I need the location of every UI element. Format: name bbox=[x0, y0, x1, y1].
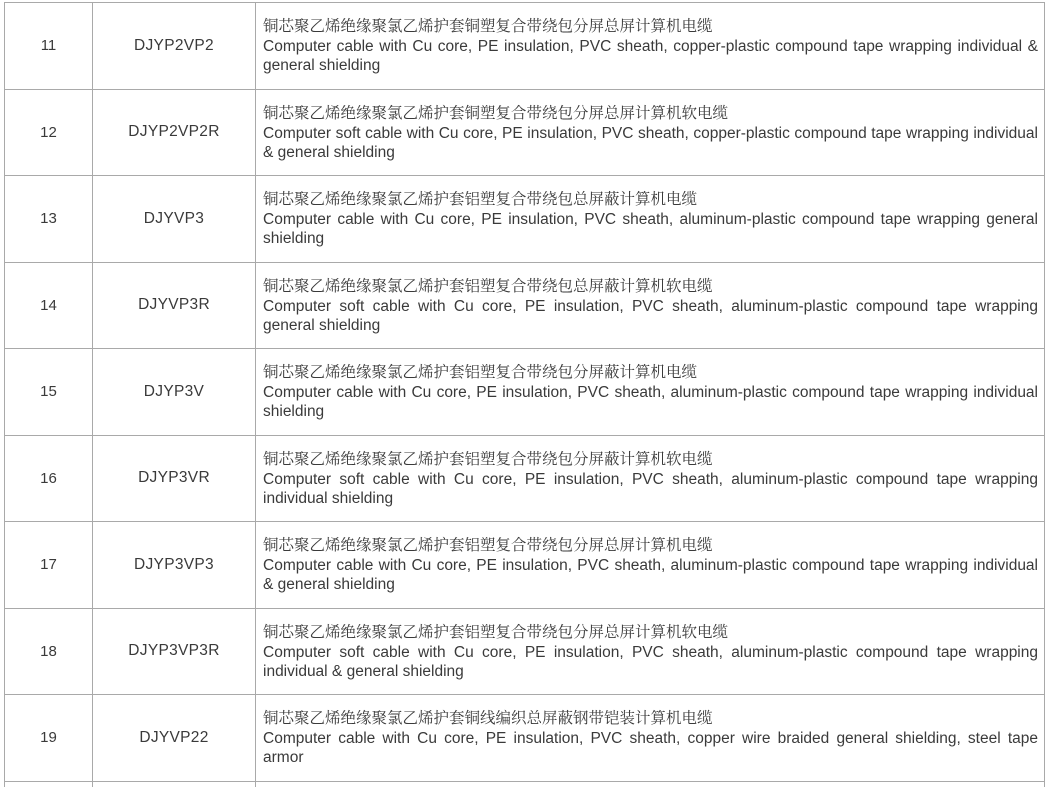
description-english: Computer soft cable with Cu core, PE insulation, PVC sheath, aluminum-plastic compound tape wrapping individual shielding bbox=[263, 470, 1038, 507]
row-number-cell: 17 bbox=[5, 522, 93, 609]
description-chinese: 铜芯聚乙烯绝缘聚氯乙烯护套铝塑复合带绕包分屏蔽计算机电缆 bbox=[263, 364, 698, 382]
table-row bbox=[5, 695, 1045, 782]
model-code-cell: DJYP3VP3 bbox=[93, 522, 256, 609]
description-english: Computer cable with Cu core, PE insulation, PVC sheath, aluminum-plastic compound tape wrapping individual shielding bbox=[263, 384, 1038, 421]
table-row bbox=[5, 435, 1045, 522]
model-code-cell: DJYVP3 bbox=[93, 176, 256, 263]
description-english: Computer cable with Cu core, PE insulation, PVC sheath, aluminum-plastic compound tape wrapping individual & general shielding bbox=[263, 557, 1038, 594]
description-english: Computer soft cable with Cu core, PE insulation, PVC sheath, aluminum-plastic compound tape wrapping general shielding bbox=[263, 297, 1038, 334]
description-cell bbox=[256, 608, 1045, 695]
row-number-cell bbox=[5, 781, 93, 787]
table-row bbox=[5, 262, 1045, 349]
row-number-cell: 18 bbox=[5, 608, 93, 695]
table-row bbox=[5, 3, 1045, 90]
table-row bbox=[5, 349, 1045, 436]
row-number-cell: 14 bbox=[5, 262, 93, 349]
row-number-cell: 12 bbox=[5, 89, 93, 176]
description-cell bbox=[256, 349, 1045, 436]
description-chinese: 铜芯聚乙烯绝缘聚氯乙烯护套铜线编织总屏蔽钢带铠装计算机电缆 bbox=[263, 710, 713, 728]
description-cell bbox=[256, 3, 1045, 90]
model-code-cell: DJYP2VP2R bbox=[93, 89, 256, 176]
table-row bbox=[5, 176, 1045, 263]
row-number-cell: 16 bbox=[5, 435, 93, 522]
description-chinese: 铜芯聚乙烯绝缘聚氯乙烯护套铜塑复合带绕包分屏总屏计算机电缆 bbox=[263, 18, 713, 36]
description-english: Computer soft cable with Cu core, PE insulation, PVC sheath, copper-plastic compound tape wrapping individual & general shielding bbox=[263, 124, 1038, 161]
model-code-cell: DJYP3VR bbox=[93, 435, 256, 522]
description-chinese: 铜芯聚乙烯绝缘聚氯乙烯护套铝塑复合带绕包分屏总屏计算机电缆 bbox=[263, 537, 713, 555]
description-cell bbox=[256, 262, 1045, 349]
description-chinese: 铜芯聚乙烯绝缘聚氯乙烯护套铝塑复合带绕包总屏蔽计算机电缆 bbox=[263, 191, 698, 209]
description-cell bbox=[256, 89, 1045, 176]
description-chinese: 铜芯聚乙烯绝缘聚氯乙烯护套铝塑复合带绕包分屏总屏计算机软电缆 bbox=[263, 623, 729, 641]
description-cell bbox=[256, 176, 1045, 263]
description-english: Computer soft cable with Cu core, PE insulation, PVC sheath, aluminum-plastic compound tape wrapping individual & general shielding bbox=[263, 643, 1038, 680]
description-chinese: 铜芯聚乙烯绝缘聚氯乙烯护套铝塑复合带绕包分屏蔽计算机软电缆 bbox=[263, 450, 713, 468]
row-number-cell: 11 bbox=[5, 3, 93, 90]
description-cell bbox=[256, 522, 1045, 609]
description-english: Computer cable with Cu core, PE insulation, PVC sheath, copper-plastic compound tape wrapping individual & general shielding bbox=[263, 38, 1038, 75]
model-code-cell: DJYP3V bbox=[93, 349, 256, 436]
model-code-cell: DJYP3VP3R bbox=[93, 608, 256, 695]
cable-models-table bbox=[4, 2, 1045, 787]
table-row bbox=[5, 89, 1045, 176]
description-chinese: 铜芯聚乙烯绝缘聚氯乙烯护套铜塑复合带绕包分屏总屏计算机软电缆 bbox=[263, 104, 729, 122]
model-code-cell: DJYP2VP2 bbox=[93, 3, 256, 90]
model-code-cell bbox=[93, 781, 256, 787]
row-number-cell: 19 bbox=[5, 695, 93, 782]
model-code-cell: DJYVP22 bbox=[93, 695, 256, 782]
description-cell bbox=[256, 695, 1045, 782]
description-cell bbox=[256, 435, 1045, 522]
row-number-cell: 15 bbox=[5, 349, 93, 436]
table-row bbox=[5, 608, 1045, 695]
description-cell bbox=[256, 781, 1045, 787]
table-row bbox=[5, 522, 1045, 609]
model-code-cell: DJYVP3R bbox=[93, 262, 256, 349]
description-english: Computer cable with Cu core, PE insulation, PVC sheath, copper wire braided general shielding, steel tape armor bbox=[263, 730, 1038, 767]
description-chinese: 铜芯聚乙烯绝缘聚氯乙烯护套铝塑复合带绕包总屏蔽计算机软电缆 bbox=[263, 277, 713, 295]
row-number-cell: 13 bbox=[5, 176, 93, 263]
table-row-partial bbox=[5, 781, 1045, 787]
description-english: Computer cable with Cu core, PE insulation, PVC sheath, aluminum-plastic compound tape wrapping general shielding bbox=[263, 211, 1038, 248]
